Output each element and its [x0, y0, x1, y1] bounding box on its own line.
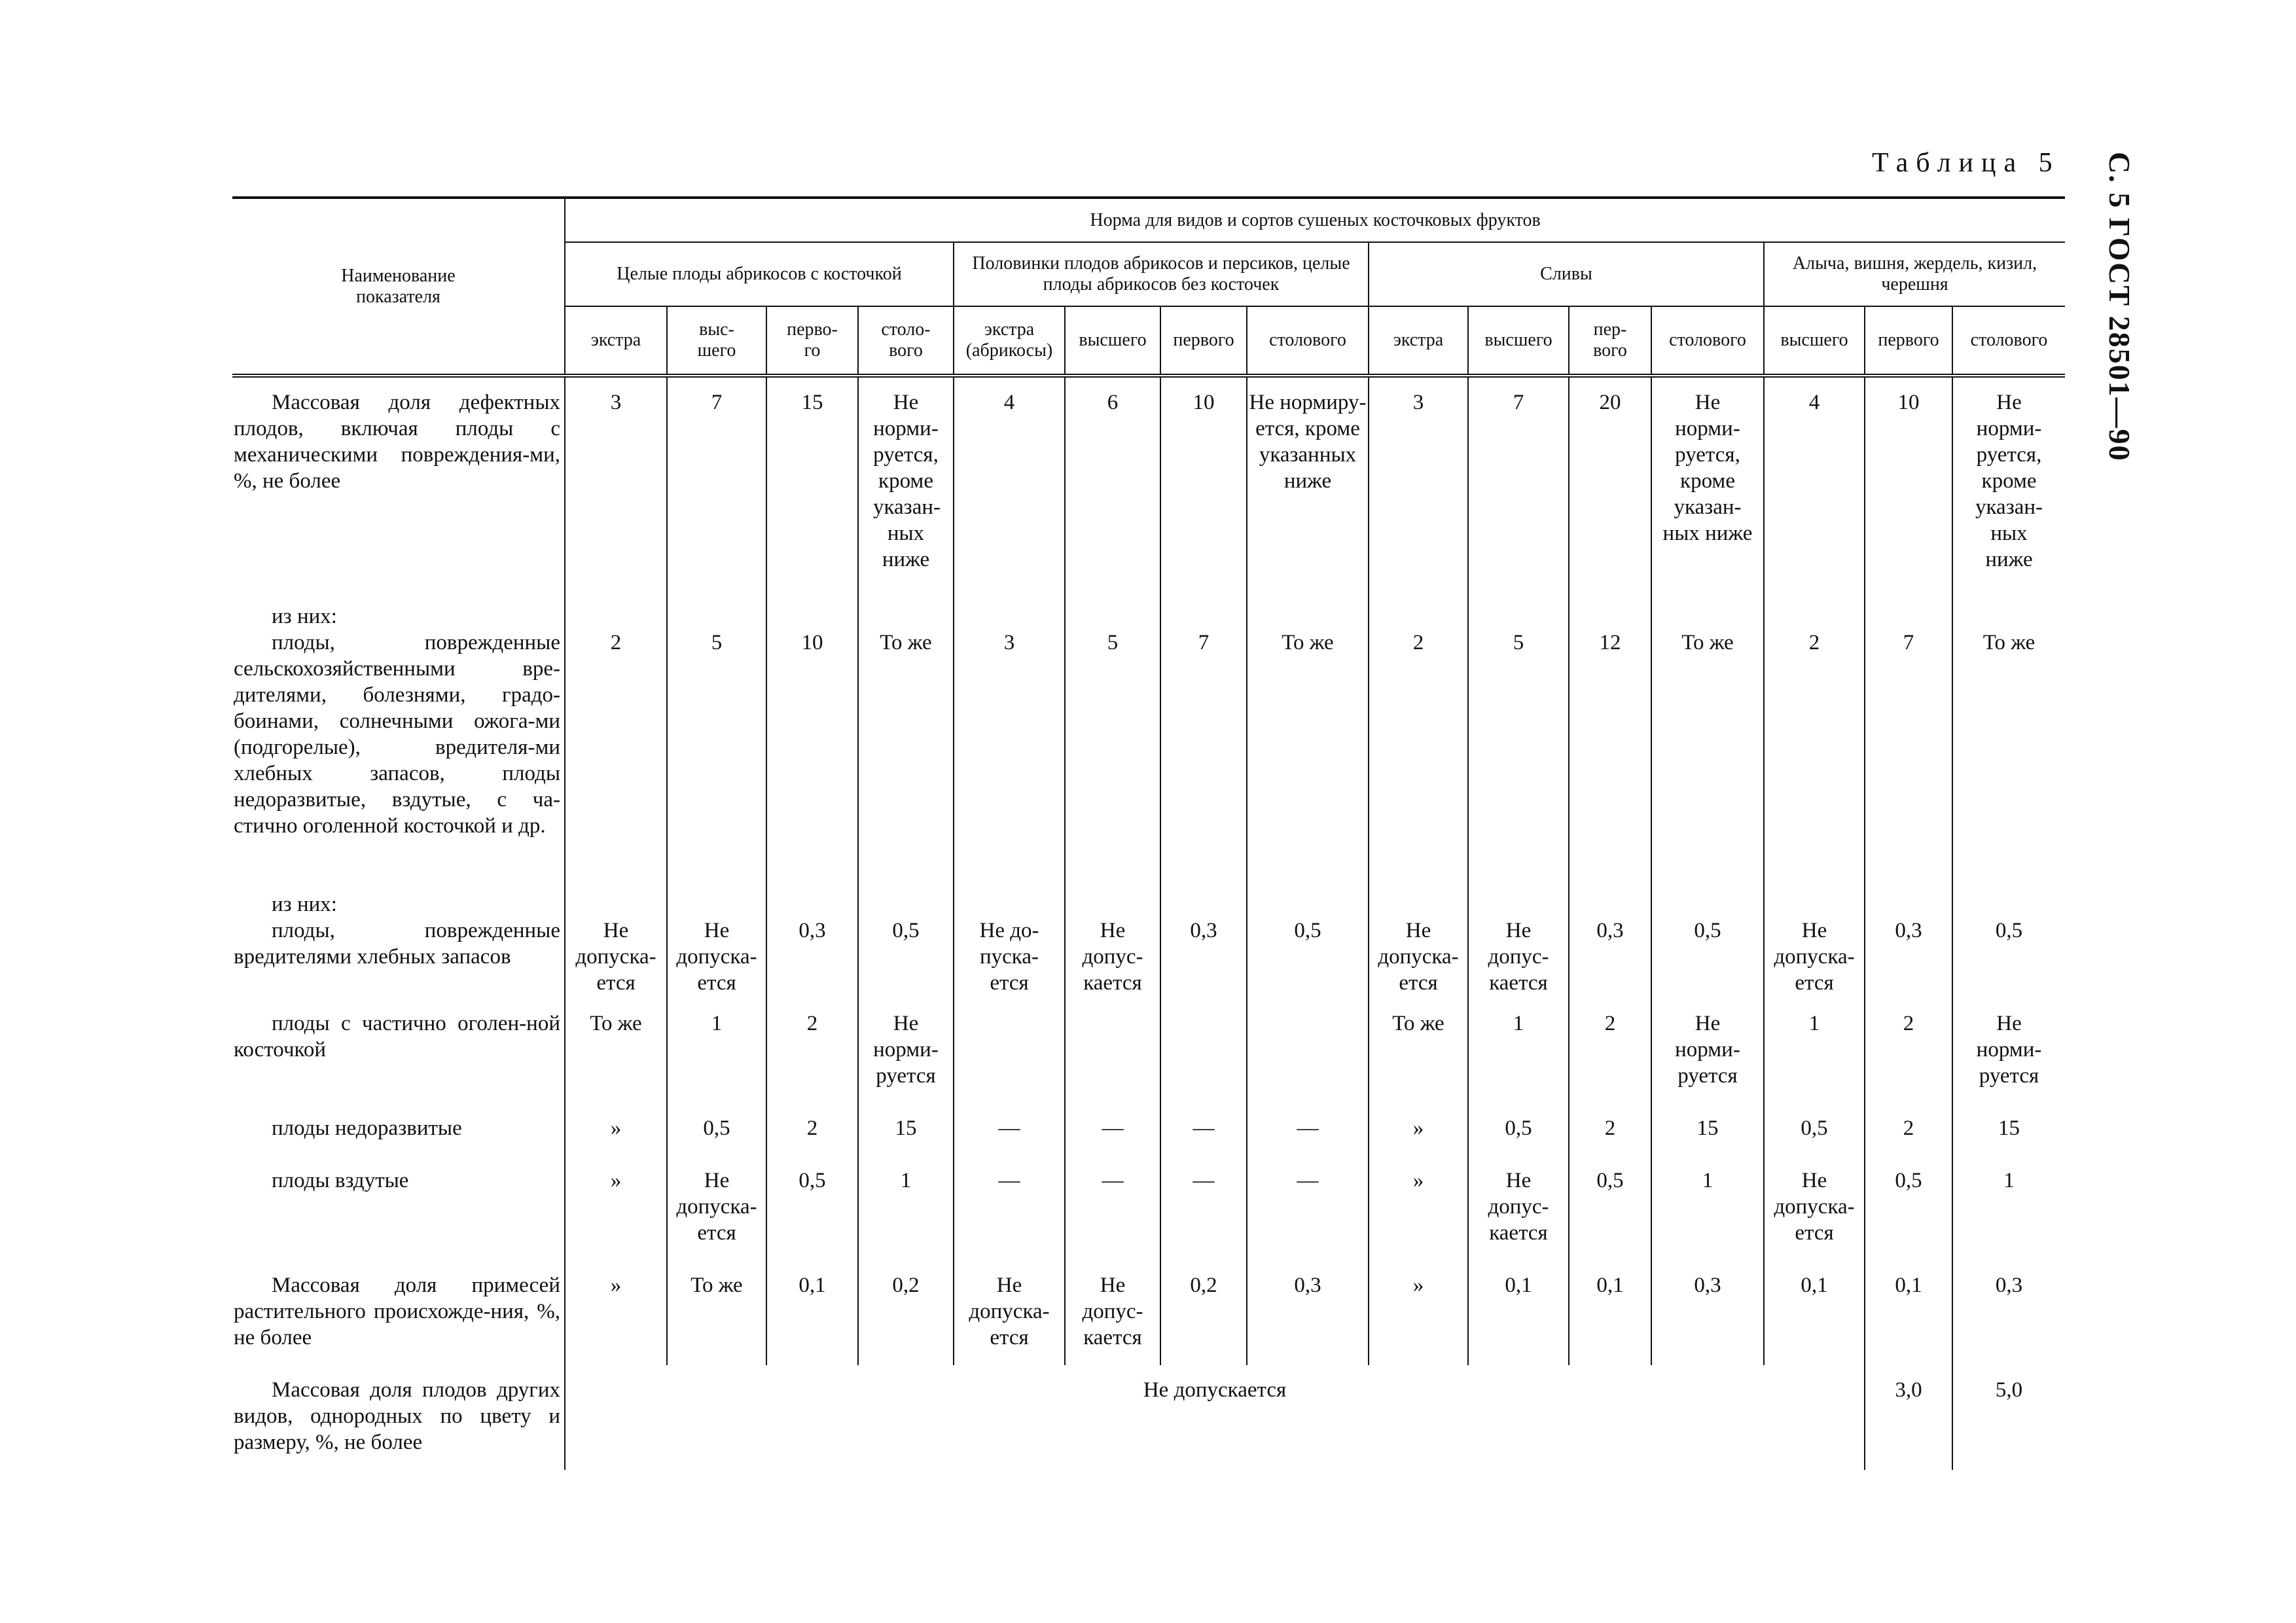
table-cell: Не допуска-ется	[667, 1156, 766, 1260]
header-grade: первого	[1865, 306, 1952, 376]
header-grade: высшего	[1468, 306, 1569, 376]
table-cell: 0,3	[766, 880, 858, 999]
table-row	[232, 1156, 2065, 1260]
row-prefix: из них:	[272, 605, 337, 628]
table-cell: 1	[1764, 999, 1865, 1103]
table-cell: 2	[766, 1103, 858, 1156]
table-cell: 0,1	[1764, 1260, 1865, 1365]
table-cell: 0,5	[1764, 1103, 1865, 1156]
row-name-text: плоды с частично оголен-ной косточкой	[234, 1012, 560, 1061]
table-cell: 0,1	[1569, 1260, 1651, 1365]
header-group-other: Алыча, вишня, жердель, кизил, черешня	[1764, 242, 2065, 306]
table-cell: 0,3	[1865, 880, 1952, 999]
standard-code-text: С. 5 ГОСТ 28501—90	[2103, 152, 2136, 462]
table-cell: 2	[1764, 592, 1865, 880]
row-name	[232, 999, 565, 1103]
table-cell: Не допуска-ется	[1369, 880, 1468, 999]
table-row	[232, 999, 2065, 1103]
table-cell: 0,5	[1865, 1156, 1952, 1260]
header-grade: экстра (абрикосы)	[954, 306, 1065, 376]
row-name-text: плоды недоразвитые	[272, 1116, 462, 1140]
table-cell: 5	[1468, 592, 1569, 880]
standard-code-vertical	[2098, 152, 2137, 462]
table-row	[232, 592, 2065, 880]
table-cell: Не допуска-ется	[565, 880, 667, 999]
table-cell: 15	[1651, 1103, 1764, 1156]
table-cell: 10	[1160, 376, 1247, 592]
header-grade: перво-го	[766, 306, 858, 376]
header-grade: высшего	[1065, 306, 1160, 376]
header-indicator-name: Наименование показателя	[232, 198, 565, 376]
table-cell: —	[1065, 1156, 1160, 1260]
table-cell: —	[954, 1156, 1065, 1260]
table-cell: —	[1065, 1103, 1160, 1156]
table-row	[232, 376, 2065, 592]
table-cell: 0,3	[1569, 880, 1651, 999]
table-cell: 6	[1065, 376, 1160, 592]
table-cell: То же	[1369, 999, 1468, 1103]
table-cell: Не допуска-ется	[1764, 1156, 1865, 1260]
table-cell: То же	[858, 592, 954, 880]
table-cell: 0,5	[1569, 1156, 1651, 1260]
table-cell: 1	[1651, 1156, 1764, 1260]
table-cell: 7	[1468, 376, 1569, 592]
table-cell: 3	[1369, 376, 1468, 592]
table-cell: —	[1247, 1156, 1369, 1260]
row-name	[232, 592, 565, 880]
table-cell: Не допуска-ется	[1764, 880, 1865, 999]
table-cell: 0,5	[667, 1103, 766, 1156]
row-name-text: плоды, поврежденные вредителями хлебных запасов	[234, 919, 560, 969]
table-cell: »	[565, 1103, 667, 1156]
header-grade: первого	[1160, 306, 1247, 376]
table-cell: 2	[565, 592, 667, 880]
table-cell: 2	[1569, 1103, 1651, 1156]
header-grade: высшего	[1764, 306, 1865, 376]
header-grade: выс-шего	[667, 306, 766, 376]
table-cell: Не норми-руется, кроме указан-ных ниже	[858, 376, 954, 592]
table-cell: 0,1	[1468, 1260, 1569, 1365]
row-name	[232, 1103, 565, 1156]
table-cell: 0,5	[1468, 1103, 1569, 1156]
header-grade: экстра	[565, 306, 667, 376]
norms-table	[232, 196, 2065, 1470]
table-caption: Таблица 5	[1872, 148, 2060, 178]
table-cell: »	[1369, 1260, 1468, 1365]
table-cell: 2	[766, 999, 858, 1103]
table-cell: Не допус-кается	[1468, 1156, 1569, 1260]
table-cell: 2	[1369, 592, 1468, 880]
table-cell	[1247, 999, 1369, 1103]
header-grade: столового	[1247, 306, 1369, 376]
table-cell: 4	[1764, 376, 1865, 592]
table-cell: 15	[858, 1103, 954, 1156]
table-cell: Не норми-руется, кроме указан-ных ниже	[1952, 376, 2065, 592]
table-cell: 0,3	[1160, 880, 1247, 999]
table-cell: Не норми-руется	[1952, 999, 2065, 1103]
table-cell: 15	[1952, 1103, 2065, 1156]
table-cell: 7	[1865, 592, 1952, 880]
table-cell: 0,3	[1952, 1260, 2065, 1365]
header-grade: экстра	[1369, 306, 1468, 376]
table-cell: »	[565, 1156, 667, 1260]
table-cell: 2	[1569, 999, 1651, 1103]
table-cell: »	[1369, 1103, 1468, 1156]
table-cell: Не допус-кается	[1065, 880, 1160, 999]
table-cell: 0,5	[766, 1156, 858, 1260]
table-cell: 0,5	[1952, 880, 2065, 999]
table-body	[232, 376, 2065, 1470]
table-cell: 12	[1569, 592, 1651, 880]
row-name-text: плоды, поврежденные сельскохозяйственными вре-дителями, болезнями, градо-боинами, солнечными ожога-ми (подгорелые), вредителя-ми хлебных запасов, плоды недоразвитые, вздутые, с ча-стично оголенной косточкой и др.	[234, 631, 560, 838]
row-name	[232, 376, 565, 592]
row-name-text: Массовая доля плодов других видов, однородных по цвету и размеру, %, не более	[234, 1378, 560, 1454]
table-cell: 3,0	[1865, 1365, 1952, 1470]
table-cell: 0,5	[1247, 880, 1369, 999]
table-cell: 15	[766, 376, 858, 592]
table-cell: 7	[1160, 592, 1247, 880]
table-cell: —	[954, 1103, 1065, 1156]
table-cell: 0,5	[858, 880, 954, 999]
table-cell: 10	[1865, 376, 1952, 592]
table-cell: То же	[1247, 592, 1369, 880]
row-name-text: плоды вздутые	[272, 1169, 409, 1192]
table-cell: 0,3	[1247, 1260, 1369, 1365]
row-name	[232, 1260, 565, 1365]
table-cell: 0,1	[766, 1260, 858, 1365]
table-cell: 5,0	[1952, 1365, 2065, 1470]
table-cell	[1065, 999, 1160, 1103]
header-grade: пер-вого	[1569, 306, 1651, 376]
table-cell: »	[565, 1260, 667, 1365]
table-cell: 7	[667, 376, 766, 592]
header-group-whole-apricots: Целые плоды абрикосов с косточкой	[565, 242, 954, 306]
table-cell: 3	[954, 592, 1065, 880]
table-cell: 5	[1065, 592, 1160, 880]
table-cell: 5	[667, 592, 766, 880]
table-cell: 20	[1569, 376, 1651, 592]
table-cell: Не допус-кается	[1468, 880, 1569, 999]
table-cell: Не норми-руется, кроме указан-ных ниже	[1651, 376, 1764, 592]
row-name	[232, 880, 565, 999]
table-cell: —	[1160, 1156, 1247, 1260]
header-group-plums: Сливы	[1369, 242, 1764, 306]
table-cell: 0,2	[1160, 1260, 1247, 1365]
table-cell: 1	[858, 1156, 954, 1260]
table-cell: То же	[565, 999, 667, 1103]
table-cell: 0,1	[1865, 1260, 1952, 1365]
table-cell: Не допуска-ется	[954, 1260, 1065, 1365]
table-cell: Не нормиру-ется, кроме указанных ниже	[1247, 376, 1369, 592]
header-grade: столового	[1952, 306, 2065, 376]
table-cell: 10	[766, 592, 858, 880]
header-grade: столового	[1651, 306, 1764, 376]
table-cell: —	[1160, 1103, 1247, 1156]
table-cell: 0,2	[858, 1260, 954, 1365]
header-grade: столо-вого	[858, 306, 954, 376]
table-cell: 2	[1865, 999, 1952, 1103]
table-cell: 1	[1952, 1156, 2065, 1260]
table-cell: 1	[1468, 999, 1569, 1103]
table-cell: То же	[1651, 592, 1764, 880]
table-row	[232, 1365, 2065, 1470]
table-row	[232, 880, 2065, 999]
table-row	[232, 1260, 2065, 1365]
table-cell: 0,3	[1651, 1260, 1764, 1365]
table-cell: »	[1369, 1156, 1468, 1260]
row-name	[232, 1156, 565, 1260]
header-group-halves: Половинки плодов абрикосов и персиков, целые плоды абрикосов без косточек	[954, 242, 1369, 306]
table-cell: 2	[1865, 1103, 1952, 1156]
table-cell: —	[1247, 1103, 1369, 1156]
row-name	[232, 1365, 565, 1470]
table-cell: То же	[667, 1260, 766, 1365]
table-cell: 3	[565, 376, 667, 592]
table-cell: Не норми-руется	[1651, 999, 1764, 1103]
row-prefix: из них:	[272, 893, 337, 916]
table-cell: Не до-пуска-ется	[954, 880, 1065, 999]
row-name-text: Массовая доля примесей растительного происхожде-ния, %, не более	[234, 1274, 560, 1349]
table-cell	[954, 999, 1065, 1103]
table-header	[232, 198, 2065, 376]
table-cell: То же	[1952, 592, 2065, 880]
table-cell-merged: Не допускается	[565, 1365, 1865, 1470]
table-row	[232, 1103, 2065, 1156]
table-cell: 1	[667, 999, 766, 1103]
table-cell	[1160, 999, 1247, 1103]
table-cell: Не допус-кается	[1065, 1260, 1160, 1365]
table-cell: 0,5	[1651, 880, 1764, 999]
table-cell: Не допуска-ется	[667, 880, 766, 999]
table-cell: Не норми-руется	[858, 999, 954, 1103]
row-name-text: Массовая доля дефектных плодов, включая плоды с механическими повреждения-ми, %, не более	[234, 391, 560, 493]
table-cell: 4	[954, 376, 1065, 592]
header-norm-title: Норма для видов и сортов сушеных косточковых фруктов	[565, 198, 2065, 242]
